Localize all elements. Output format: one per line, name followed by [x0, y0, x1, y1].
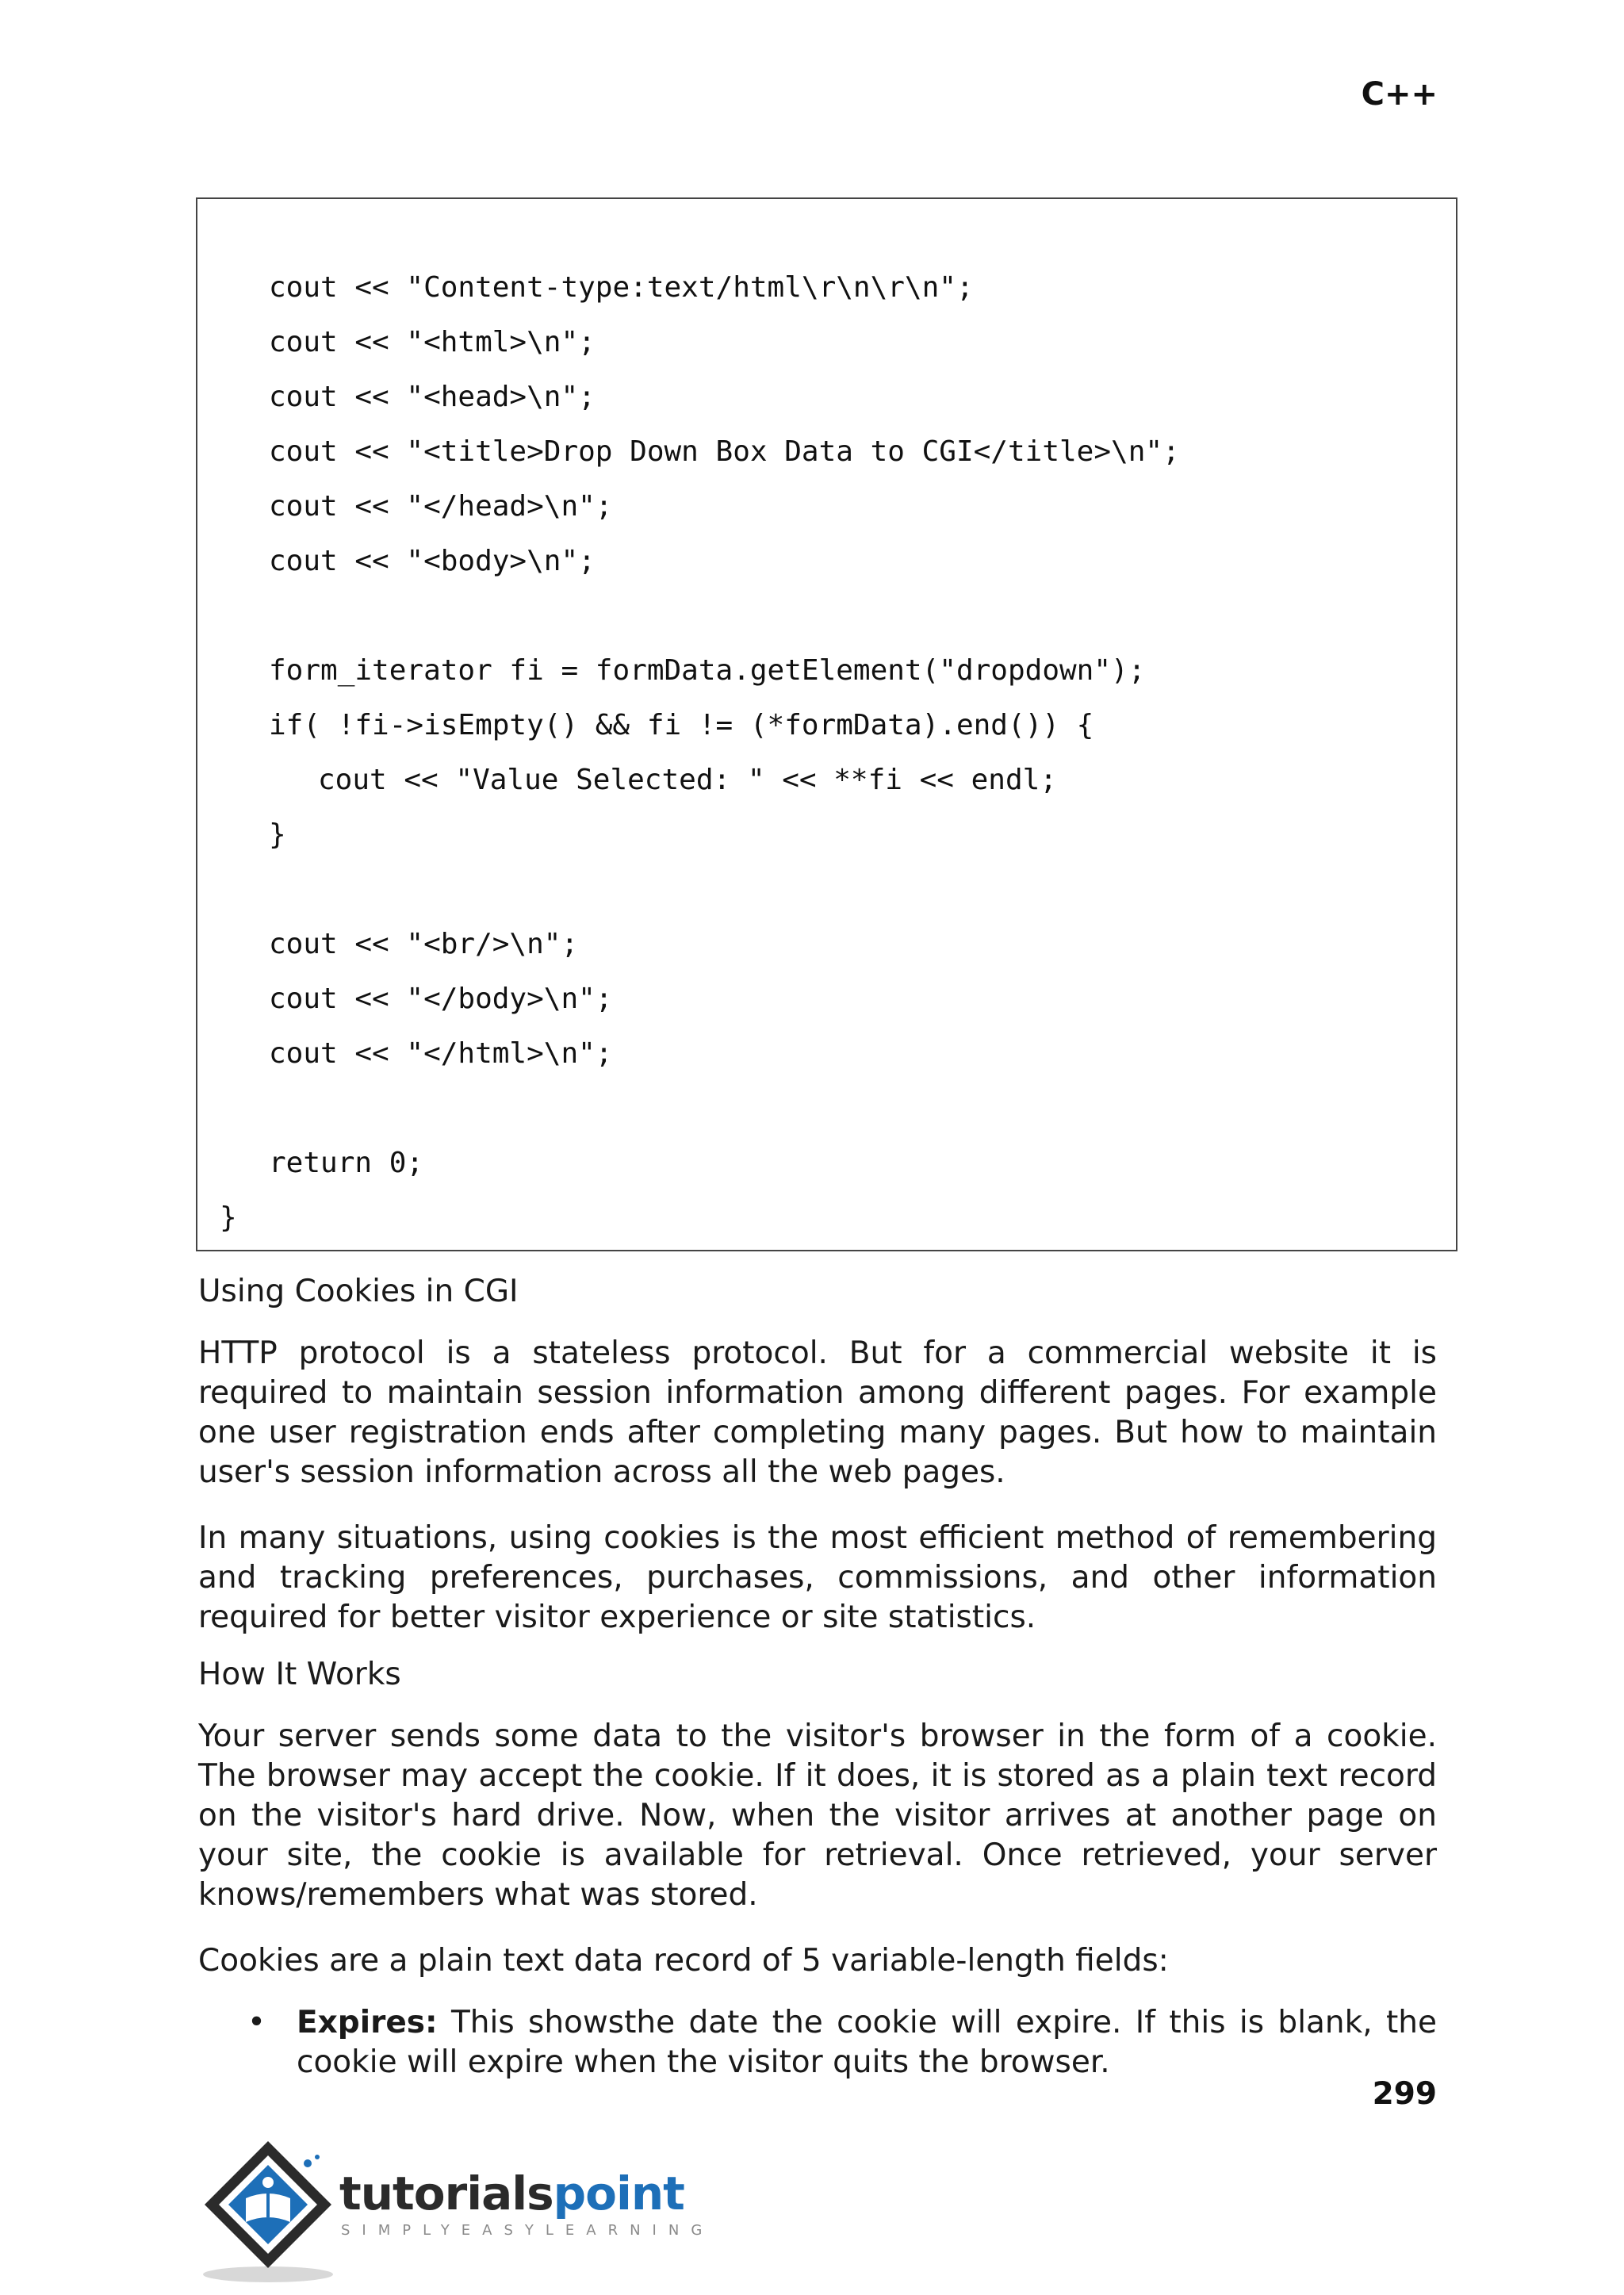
code-line: cout << "</html>\n"; [269, 1037, 613, 1070]
paragraph: In many situations, using cookies is the most efficient method of remembering and tracking preferences, purchases, commissions, and other information required for better visitor experience or site statistics. [198, 1520, 1437, 1635]
code-line: if( !fi->isEmpty() && fi != (*formData).end()) { [269, 709, 1094, 741]
code-line: } [220, 1201, 237, 1234]
code-line: cout << "Content-type:text/html\r\n\r\n"; [269, 271, 974, 304]
list-item [297, 2003, 1437, 2082]
page-header-title: C++ [1361, 76, 1438, 113]
list-item-term: Expires: [297, 2005, 438, 2040]
code-line: cout << "Value Selected: " << **fi << endl; [318, 764, 1057, 796]
code-line: cout << "<title>Drop Down Box Data to CGI</title>\n"; [269, 435, 1180, 468]
paragraph: Your server sends some data to the visitor's browser in the form of a cookie. The browser may accept the cookie. If it does, it is stored as a plain text record on the visitor's hard drive. Now, when the visitor arrives at another page on your site, the cookie is available for retrieval. Once retrieved, your server knows/remembers what was stored. [198, 1718, 1437, 1913]
code-line: cout << "<html>\n"; [269, 326, 596, 358]
code-line: form_iterator fi = formData.getElement("dropdown"); [269, 654, 1146, 687]
code-line: cout << "</body>\n"; [269, 983, 613, 1015]
paragraph: Cookies are a plain text data record of 5 variable-length fields: [198, 1943, 1169, 1979]
tutorialspoint-logo [197, 2133, 714, 2284]
page-number: 299 [1372, 2076, 1437, 2112]
code-line: return 0; [269, 1147, 424, 1179]
section-heading: How It Works [198, 1657, 401, 1692]
code-line: } [269, 818, 286, 851]
code-line: cout << "<br/>\n"; [269, 928, 579, 960]
logo-diamond-icon [197, 2133, 339, 2284]
code-line: cout << "<body>\n"; [269, 545, 596, 577]
list-item-text: This showsthe date the cookie will expire. If this is blank, the cookie will expire when the visitor quits the browser. [297, 2005, 1437, 2080]
paragraph: HTTP protocol is a stateless protocol. But for a commercial website it is required to maintain session information among different pages. For example one user registration ends after completing many pages. But how to maintain user's session information across all the web pages. [198, 1335, 1437, 1490]
code-line: cout << "<head>\n"; [269, 381, 596, 413]
code-line: cout << "</head>\n"; [269, 490, 613, 523]
bullet-icon: • [247, 2005, 266, 2040]
section-heading: Using Cookies in CGI [198, 1274, 519, 1309]
logo-wordmark: tutorialspoint [339, 2167, 684, 2220]
logo-tagline: SIMPLYEASYLEARNING [341, 2222, 714, 2239]
